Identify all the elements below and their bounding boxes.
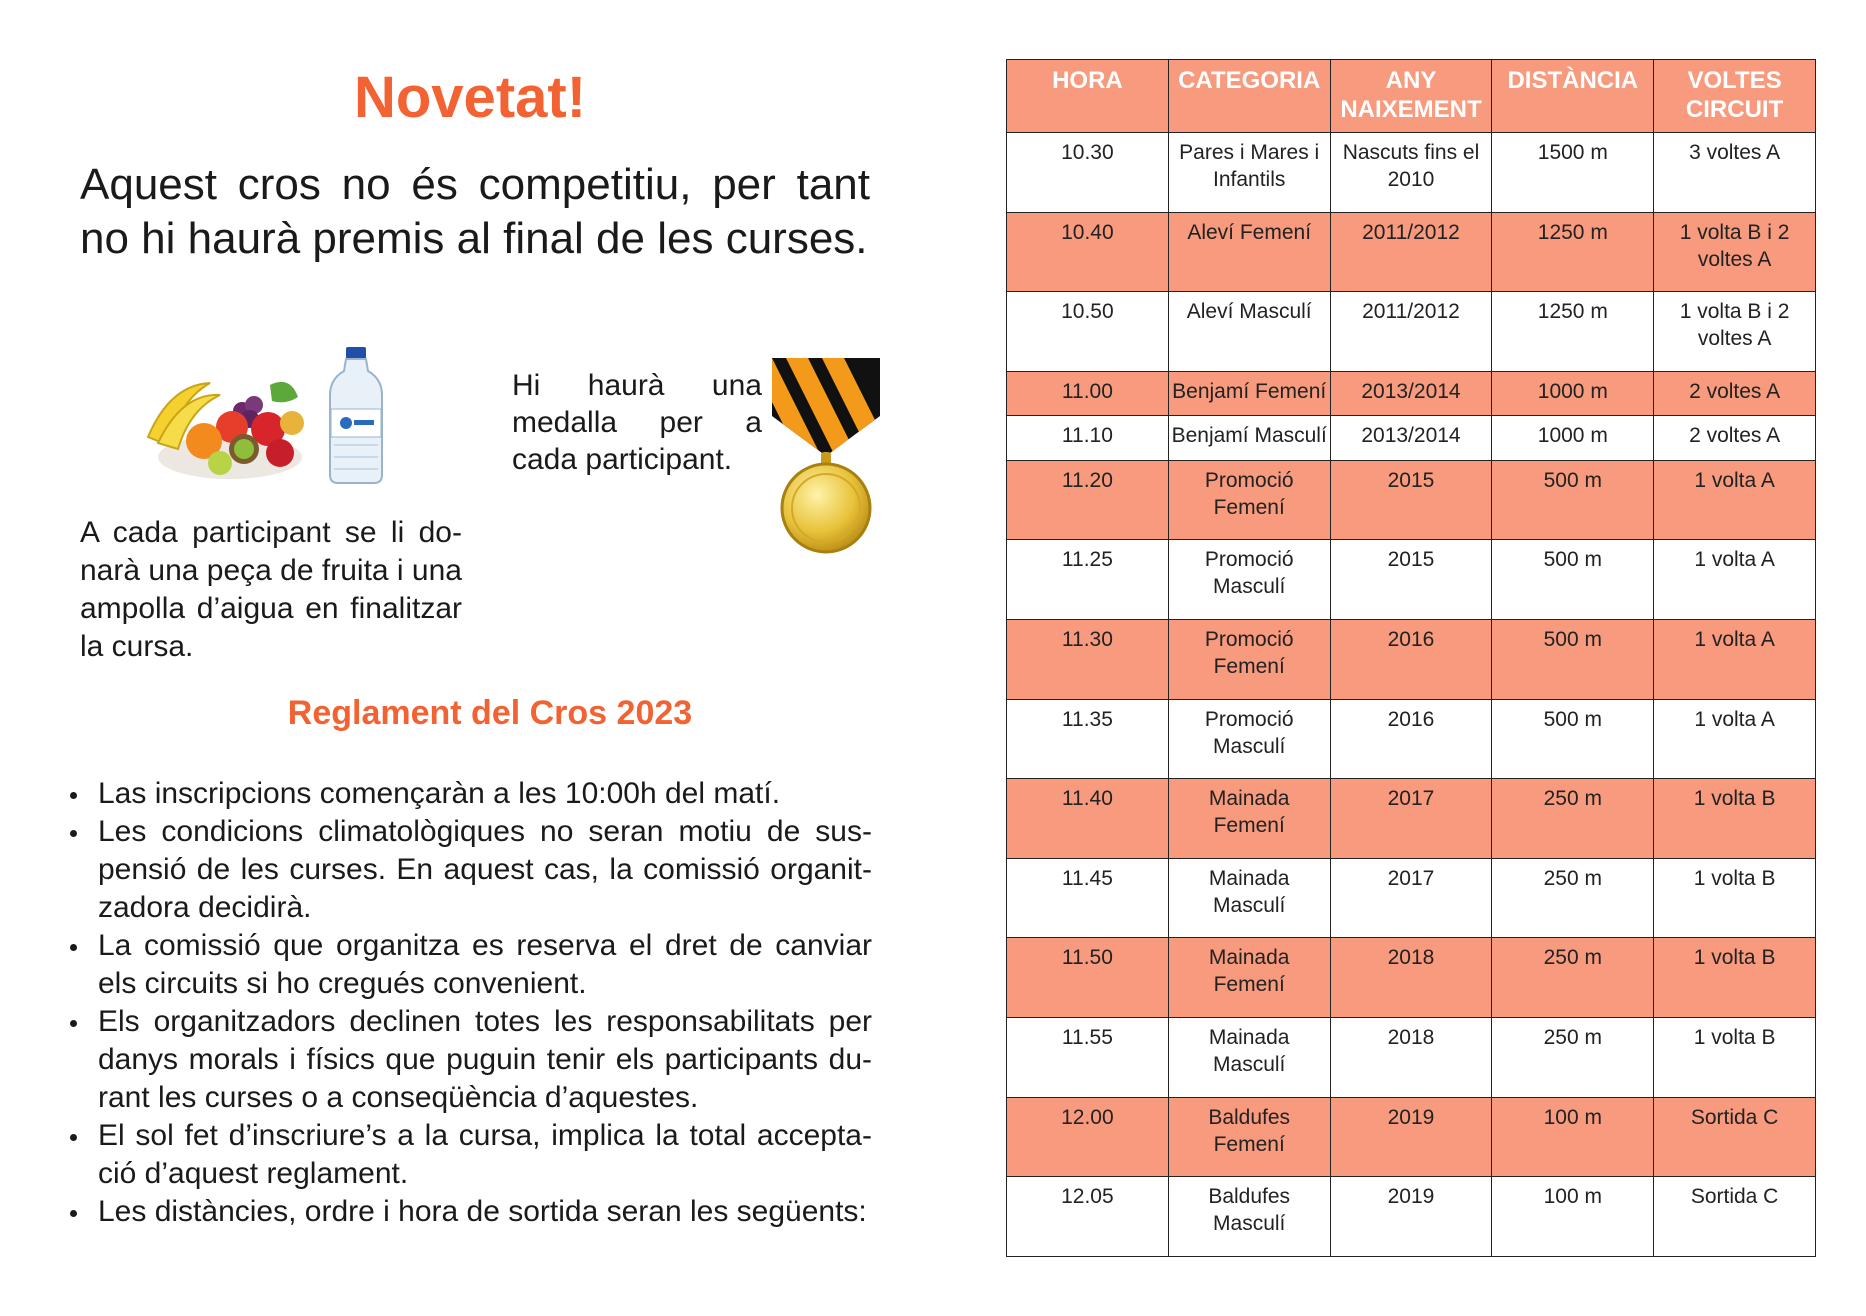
- table-row: [1007, 416, 1816, 460]
- table-cell: 11.30: [1007, 619, 1169, 699]
- table-cell: Pares i Mares i Infantils: [1168, 133, 1330, 213]
- table-cell: Benjamí Femení: [1168, 371, 1330, 415]
- table-cell: 500 m: [1492, 699, 1654, 779]
- table-cell: 11.50: [1007, 938, 1169, 1018]
- table-cell: 1 volta B i 2 voltes A: [1654, 212, 1816, 292]
- table-cell: Baldufes Masculí: [1168, 1177, 1330, 1257]
- table-cell: 1 volta B: [1654, 938, 1816, 1018]
- table-row: [1007, 371, 1816, 415]
- gift-text: A cada participant se li donarà una peça de fruita i una ampolla d’aigua en finalitzar la cursa.: [80, 516, 462, 663]
- table-cell: 500 m: [1492, 619, 1654, 699]
- table-cell: 2019: [1330, 1177, 1492, 1257]
- table-cell: 2017: [1330, 779, 1492, 859]
- table-cell: 1000 m: [1492, 371, 1654, 415]
- table-cell: 1 volta A: [1654, 460, 1816, 540]
- table-row: [1007, 938, 1816, 1018]
- rules-title: Reglament del Cros 2023: [287, 694, 693, 732]
- rule-item: Les condicions climatològiques no seran motiu de suspensió de les curses. En aquest cas, la comissió organitzadora decidirà.: [66, 813, 872, 927]
- table-cell: 1 volta A: [1654, 540, 1816, 620]
- table-row: [1007, 779, 1816, 859]
- header-distancia: DISTÀNCIA: [1492, 60, 1654, 133]
- table-cell: 2011/2012: [1330, 212, 1492, 292]
- table-row: [1007, 212, 1816, 292]
- rule-item: La comissió que organitza es reserva el dret de canviar els circuits si ho cregués convenient.: [66, 927, 872, 1003]
- header-hora: HORA: [1007, 60, 1169, 133]
- table-cell: 3 voltes A: [1654, 133, 1816, 213]
- table-cell: 2013/2014: [1330, 416, 1492, 460]
- table-cell: 2017: [1330, 858, 1492, 938]
- table-cell: Promoció Femení: [1168, 619, 1330, 699]
- table-cell: Aleví Masculí: [1168, 292, 1330, 372]
- table-cell: 11.55: [1007, 1018, 1169, 1098]
- table-cell: 1 volta A: [1654, 619, 1816, 699]
- table-cell: 11.20: [1007, 460, 1169, 540]
- table-row: [1007, 619, 1816, 699]
- rule-item: Las inscripcions començaràn a les 10:00h del matí.: [66, 775, 872, 813]
- table-cell: Benjamí Masculí: [1168, 416, 1330, 460]
- rule-item: Els organitzadors declinen totes les responsabilitats per danys morals i físics que puguin tenir els participants durant les curses o a conseqüència d’aquestes.: [66, 1003, 872, 1117]
- fruit-basket-icon: [140, 345, 310, 490]
- table-cell: 250 m: [1492, 1018, 1654, 1098]
- table-cell: 2016: [1330, 699, 1492, 779]
- header-any-naixement: ANY NAIXEMENT: [1330, 60, 1492, 133]
- table-cell: 1000 m: [1492, 416, 1654, 460]
- header-categoria: CATEGORIA: [1168, 60, 1330, 133]
- table-cell: 1 volta B: [1654, 779, 1816, 859]
- table-row: [1007, 292, 1816, 372]
- table-cell: Mainada Femení: [1168, 938, 1330, 1018]
- table-cell: 2015: [1330, 540, 1492, 620]
- table-cell: Nascuts fins el 2010: [1330, 133, 1492, 213]
- table-cell: 2018: [1330, 938, 1492, 1018]
- table-cell: 12.00: [1007, 1097, 1169, 1177]
- table-cell: 1 volta A: [1654, 699, 1816, 779]
- table-cell: 2 voltes A: [1654, 371, 1816, 415]
- medal-icon: [770, 356, 882, 556]
- table-cell: Mainada Masculí: [1168, 858, 1330, 938]
- table-row: [1007, 1097, 1816, 1177]
- table-cell: 1 volta B: [1654, 1018, 1816, 1098]
- table-cell: Aleví Femení: [1168, 212, 1330, 292]
- table-cell: 11.25: [1007, 540, 1169, 620]
- table-cell: 250 m: [1492, 779, 1654, 859]
- schedule-table: [1006, 59, 1816, 1257]
- table-cell: 2019: [1330, 1097, 1492, 1177]
- table-cell: 1 volta B: [1654, 858, 1816, 938]
- table-row: [1007, 460, 1816, 540]
- table-cell: Promoció Masculí: [1168, 540, 1330, 620]
- table-cell: 500 m: [1492, 460, 1654, 540]
- table-cell: Promoció Femení: [1168, 460, 1330, 540]
- intro-text: Aquest cros no és competitiu, per tant no hi haurà premis al final de les curses.: [80, 160, 870, 263]
- table-cell: Mainada Femení: [1168, 779, 1330, 859]
- table-cell: 250 m: [1492, 938, 1654, 1018]
- page-title: Novetat!: [353, 65, 587, 130]
- rule-item: Les distàncies, ordre i hora de sortida seran les següents:: [66, 1193, 872, 1231]
- table-cell: 11.35: [1007, 699, 1169, 779]
- table-cell: 10.40: [1007, 212, 1169, 292]
- water-bottle-icon: [326, 345, 386, 485]
- table-row: [1007, 1177, 1816, 1257]
- table-cell: 500 m: [1492, 540, 1654, 620]
- table-cell: 100 m: [1492, 1177, 1654, 1257]
- table-cell: 2016: [1330, 619, 1492, 699]
- table-row: [1007, 133, 1816, 213]
- table-cell: 11.45: [1007, 858, 1169, 938]
- table-cell: 250 m: [1492, 858, 1654, 938]
- table-cell: Mainada Masculí: [1168, 1018, 1330, 1098]
- table-cell: 2 voltes A: [1654, 416, 1816, 460]
- table-cell: 2018: [1330, 1018, 1492, 1098]
- table-cell: 12.05: [1007, 1177, 1169, 1257]
- table-cell: 2015: [1330, 460, 1492, 540]
- table-row: [1007, 699, 1816, 779]
- table-cell: Sortida C: [1654, 1097, 1816, 1177]
- table-cell: 1250 m: [1492, 212, 1654, 292]
- table-cell: 10.50: [1007, 292, 1169, 372]
- table-cell: 2011/2012: [1330, 292, 1492, 372]
- table-cell: 11.40: [1007, 779, 1169, 859]
- table-row: [1007, 858, 1816, 938]
- table-cell: 10.30: [1007, 133, 1169, 213]
- medal-text: Hi haurà una medalla per a cada participant.: [512, 369, 762, 476]
- table-row: [1007, 540, 1816, 620]
- table-cell: 1250 m: [1492, 292, 1654, 372]
- table-row: [1007, 1018, 1816, 1098]
- header-voltes-circuit: VOLTES CIRCUIT: [1654, 60, 1816, 133]
- table-cell: 1 volta B i 2 voltes A: [1654, 292, 1816, 372]
- table-cell: Baldufes Femení: [1168, 1097, 1330, 1177]
- table-cell: Promoció Masculí: [1168, 699, 1330, 779]
- table-cell: 100 m: [1492, 1097, 1654, 1177]
- rules-list: [66, 775, 872, 1231]
- table-cell: 1500 m: [1492, 133, 1654, 213]
- table-cell: 11.10: [1007, 416, 1169, 460]
- table-cell: Sortida C: [1654, 1177, 1816, 1257]
- table-cell: 11.00: [1007, 371, 1169, 415]
- rule-item: El sol fet d’inscriure’s a la cursa, implica la total acceptació d’aquest reglament.: [66, 1117, 872, 1193]
- table-header-row: [1007, 60, 1816, 133]
- table-cell: 2013/2014: [1330, 371, 1492, 415]
